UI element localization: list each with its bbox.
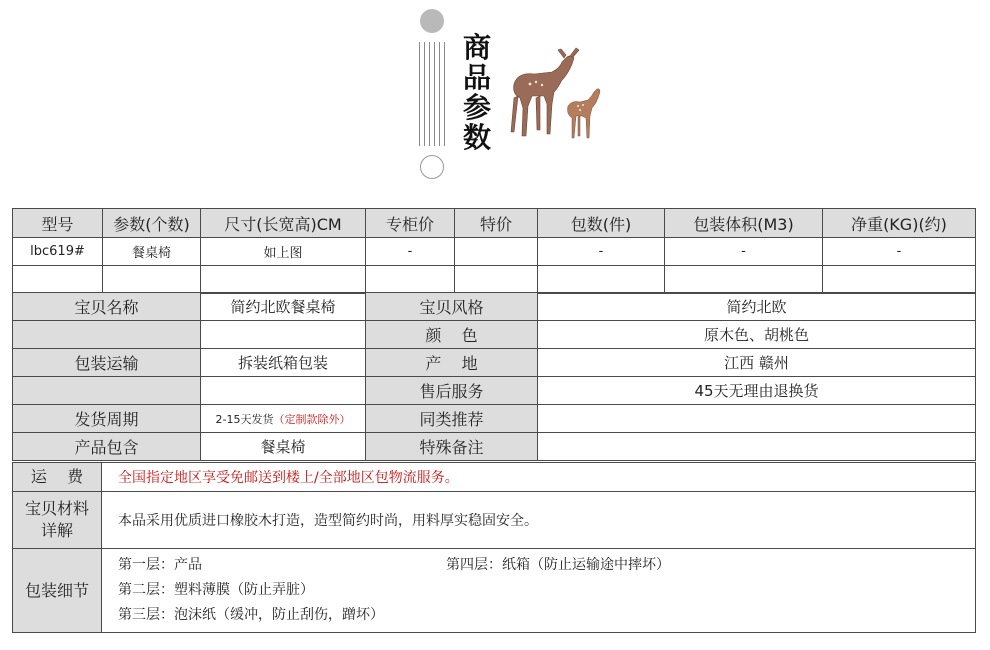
label-origin: 产 地 bbox=[366, 349, 538, 377]
table-row bbox=[13, 377, 976, 405]
col-header-counter-price: 专柜价 bbox=[366, 209, 455, 238]
label-ship-time: 发货周期 bbox=[13, 405, 201, 433]
empty-cell bbox=[201, 377, 366, 405]
table-row bbox=[13, 293, 976, 321]
value-ship-time bbox=[201, 405, 366, 433]
label-contents: 产品包含 bbox=[13, 433, 201, 461]
info-table bbox=[12, 292, 976, 461]
cell-special-price bbox=[455, 238, 538, 266]
value-packing: 拆装纸箱包装 bbox=[201, 349, 366, 377]
table-row bbox=[13, 463, 976, 492]
value-freight: 全国指定地区享受免邮送到楼上/全部地区包物流服务。 bbox=[102, 463, 976, 492]
empty-cell bbox=[455, 266, 538, 294]
table-row bbox=[13, 405, 976, 433]
pack-layer-1: 第一层：产品 bbox=[118, 557, 202, 573]
ship-time-text: 2-15天发货 bbox=[215, 412, 274, 426]
cell-volume: - bbox=[665, 238, 823, 266]
pack-line bbox=[118, 553, 975, 578]
label-similar: 同类推荐 bbox=[366, 405, 538, 433]
value-origin: 江西 赣州 bbox=[538, 349, 976, 377]
value-material: 本品采用优质进口橡胶木打造，造型简约时尚，用料厚实稳固安全。 bbox=[102, 492, 976, 549]
decor-dot-filled bbox=[420, 9, 444, 33]
label-color: 颜 色 bbox=[366, 321, 538, 349]
value-similar bbox=[538, 405, 976, 433]
empty-cell bbox=[103, 266, 201, 294]
empty-cell bbox=[201, 321, 366, 349]
specs-table bbox=[12, 208, 976, 294]
cell-packages: - bbox=[538, 238, 665, 266]
pack-layer-4: 第四层：纸箱（防止运输途中摔坏） bbox=[446, 557, 670, 573]
table-row bbox=[13, 238, 976, 266]
table-row-empty bbox=[13, 266, 976, 294]
cell-counter-price: - bbox=[366, 238, 455, 266]
section-title: 商品参数 bbox=[462, 31, 491, 154]
value-contents: 餐桌椅 bbox=[201, 433, 366, 461]
col-header-special-price: 特价 bbox=[455, 209, 538, 238]
col-header-volume: 包装体积(M3) bbox=[665, 209, 823, 238]
empty-label-cell bbox=[13, 321, 201, 349]
label-remarks: 特殊备注 bbox=[366, 433, 538, 461]
value-pack-details bbox=[102, 549, 976, 633]
value-color: 原木色、胡桃色 bbox=[538, 321, 976, 349]
value-product-name: 简约北欧餐桌椅 bbox=[201, 293, 366, 321]
decor-line bbox=[419, 42, 420, 146]
table-row bbox=[13, 349, 976, 377]
col-header-weight: 净重(KG)(约) bbox=[823, 209, 976, 238]
section-header bbox=[0, 0, 990, 200]
decor-line bbox=[439, 42, 440, 146]
table-row bbox=[13, 433, 976, 461]
label-style: 宝贝风格 bbox=[366, 293, 538, 321]
pack-line bbox=[118, 603, 975, 628]
table-row bbox=[13, 549, 976, 633]
cell-model: lbc619# bbox=[13, 238, 103, 266]
pack-layer-2: 第二层：塑料薄膜（防止弄脏） bbox=[118, 582, 314, 598]
decor-line bbox=[429, 42, 430, 146]
label-packing: 包装运输 bbox=[13, 349, 201, 377]
cell-param: 餐桌椅 bbox=[103, 238, 201, 266]
col-header-param: 参数(个数) bbox=[103, 209, 201, 238]
label-material: 宝贝材料详解 bbox=[13, 492, 102, 549]
col-header-packages: 包数(件) bbox=[538, 209, 665, 238]
empty-cell bbox=[366, 266, 455, 294]
table-row bbox=[13, 321, 976, 349]
col-header-model: 型号 bbox=[13, 209, 103, 238]
label-product-name: 宝贝名称 bbox=[13, 293, 201, 321]
label-after-sales: 售后服务 bbox=[366, 377, 538, 405]
details-table bbox=[12, 462, 976, 633]
table-row bbox=[13, 492, 976, 549]
value-remarks bbox=[538, 433, 976, 461]
pack-layer-3: 第三层：泡沫纸（缓冲，防止刮伤，蹭坏） bbox=[118, 607, 384, 623]
ship-time-note: （定制款除外） bbox=[273, 412, 351, 426]
decor-dot-outline bbox=[420, 155, 444, 179]
empty-cell bbox=[13, 266, 103, 294]
pack-line bbox=[118, 578, 975, 603]
label-freight: 运 费 bbox=[13, 463, 102, 492]
empty-cell bbox=[823, 266, 976, 294]
col-header-size: 尺寸(长宽高)CM bbox=[201, 209, 366, 238]
value-style: 简约北欧 bbox=[538, 293, 976, 321]
deer-image bbox=[500, 44, 610, 142]
empty-cell bbox=[665, 266, 823, 294]
decor-line bbox=[434, 42, 435, 146]
label-pack-details: 包装细节 bbox=[13, 549, 102, 633]
decor-line bbox=[444, 42, 445, 146]
empty-cell bbox=[201, 266, 366, 294]
specs-header-row bbox=[13, 209, 976, 238]
empty-cell bbox=[538, 266, 665, 294]
empty-label-cell bbox=[13, 377, 201, 405]
cell-weight: - bbox=[823, 238, 976, 266]
cell-size: 如上图 bbox=[201, 238, 366, 266]
decor-line bbox=[424, 42, 425, 146]
value-after-sales: 45天无理由退换货 bbox=[538, 377, 976, 405]
